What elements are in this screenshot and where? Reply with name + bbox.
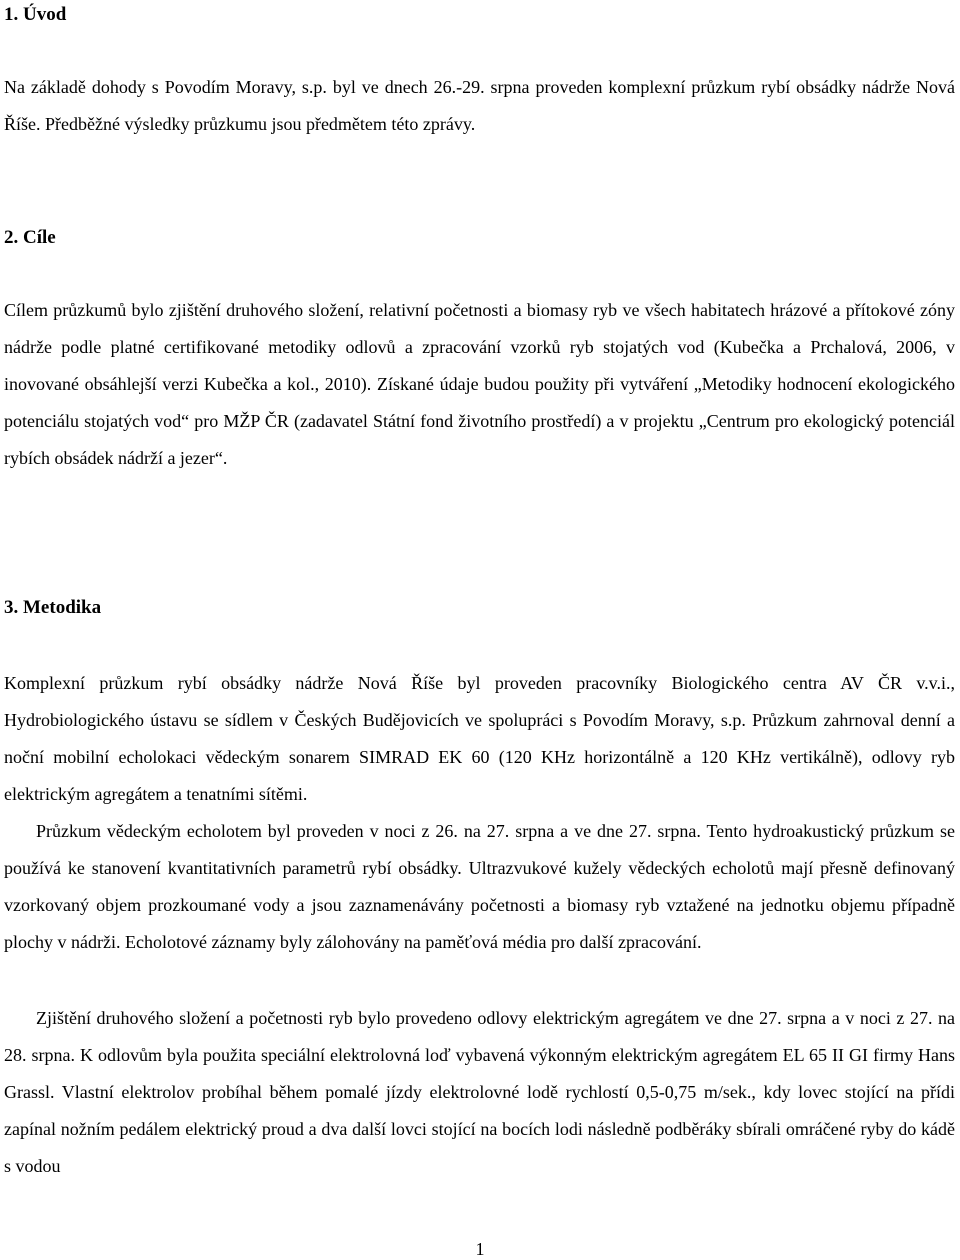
section-heading-metodika: 3. Metodika [4, 597, 102, 618]
paragraph-cile: Cílem průzkumů bylo zjištění druhového složení, relativní početnosti a biomasy ryb ve všech habitatech hrázové a přítokové zóny nádrže podle platné certifikované metodiky odlovů a zpracování vzorků ryb stojatých vod (Kubečka a Prchalová, 2006, v inovované obsáhlejší verzi Kubečka a kol., 2010). Získané údaje budou použity při vytváření „Metodiky hodnocení ekologického potenciálu stojatých vod“ pro MŽP ČR (zadavatel Státní fond životního prostředí) a v projektu „Centrum pro ekologický potenciál rybích obsádek nádrží a jezer“. [4, 300, 955, 468]
paragraph-metodika-1: Komplexní průzkum rybí obsádky nádrže Nová Říše byl proveden pracovníky Biologického centra AV ČR v.v.i., Hydrobiologického ústavu se sídlem v Českých Budějovicích ve spolupráci s Povodím Moravy, s.p. Průzkum zahrnoval denní a noční mobilní echolokaci vědeckým sonarem SIMRAD EK 60 (120 KHz horizontálně a 120 KHz vertikálně), odlovy ryb elektrickým agregátem a tenatními sítěmi. [4, 673, 955, 804]
paragraph-uvod: Na základě dohody s Povodím Moravy, s.p. byl ve dnech 26.-29. srpna proveden komplexní průzkum rybí obsádky nádrže Nová Říše. Předběžné výsledky průzkumu jsou předmětem této zprávy. [4, 77, 955, 134]
paragraph-metodika-3: Zjištění druhového složení a početnosti ryb bylo provedeno odlovy elektrickým agregátem ve dne 27. srpna a v noci z 27. na 28. srpna. K odlovům byla použita speciální elektrolovná loď vybavená výkonným elektrickým agregátem EL 65 II GI firmy Hans Grassl. Vlastní elektrolov probíhal během pomalé jízdy elektrolovné lodě rychlostí 0,5-0,75 m/sek., kdy lovec stojící na přídi zapínal nožním pedálem elektrický proud a dva další lovci stojící na bocích lodi následně podběráky sbírali omráčené ryby do kádě s vodou [4, 1008, 955, 1176]
page-number: 1 [475, 1239, 485, 1259]
section-heading-uvod: 1. Úvod [4, 4, 67, 25]
paragraph-metodika-2: Průzkum vědeckým echolotem byl proveden v noci z 26. na 27. srpna a ve dne 27. srpna. Tento hydroakustický průzkum se používá ke stanovení kvantitativních parametrů rybí obsádky. Ultrazvukové kužely vědeckých echolotů mají přesně definovaný vzorkovaný objem prozkoumané vody a jsou zaznamenávány početnosti a biomasy ryb vztažené na jednotku objemu případně plochy v nádrži. Echolotové záznamy byly zálohovány na paměťová média pro další zpracování. [4, 821, 955, 952]
section-heading-cile: 2. Cíle [4, 227, 56, 248]
